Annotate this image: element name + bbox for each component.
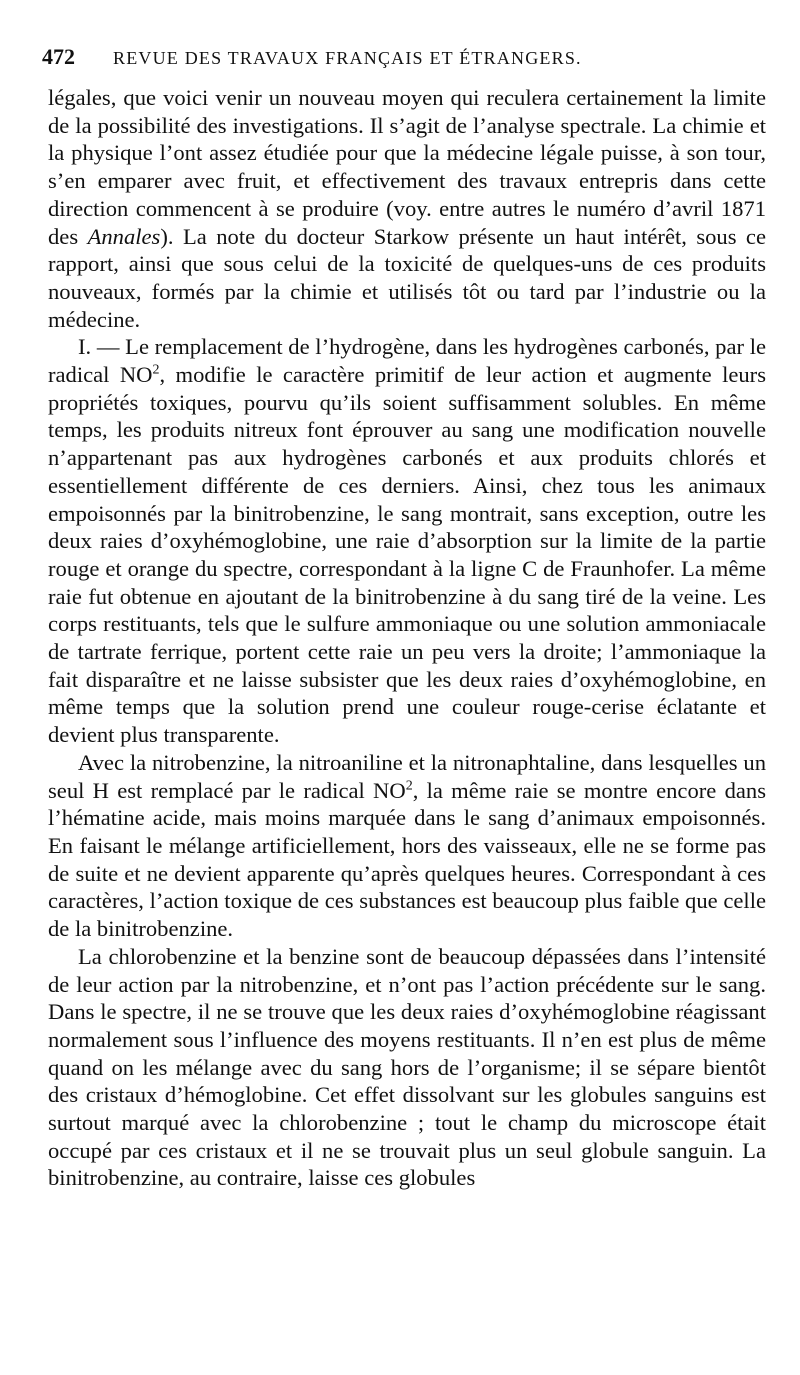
journal-title: Annales (87, 223, 161, 249)
paragraph (48, 84, 766, 333)
text-run: , modifie le caractère primitif de leur action et augmente leurs propriétés toxiques, pourvu qu’ils soient suffisamment solubles. En même temps, les produits nitreux font éprouver au sang une modification nouvelle n’appartenant pas aux hydrogènes carbonés et aux produits chlorés et essentiellement différente de ces derniers. Ainsi, chez tous les animaux empoisonnés par la binitrobenzine, le sang montrait, sans exception, outre les deux raies d’oxyhémoglobine, une raie d’absorption sur la limite de la partie rouge et orange du spectre, correspondant à la ligne C de Fraunhofer. La même raie fut obtenue en ajoutant de la binitrobenzine à du sang tiré de la veine. Les corps restituants, tels que le sulfure ammoniaque ou une solution ammoniacale de tartrate ferrique, portent cette raie un peu vers la droite; l’ammoniaque la fait disparaître et ne laisse subsister que les deux raies d’oxyhémoglobine, en même temps que la solution prend une couleur rouge-cerise éclatante et devient plus transparente. (48, 362, 766, 748)
body-text (48, 84, 766, 1192)
running-title: REVUE DES TRAVAUX FRANÇAIS ET ÉTRANGERS. (113, 48, 582, 68)
text-run: I. — Le remplacement de l’hydrogène, dans les hydrogènes carbonés, par le radical NO (48, 334, 766, 388)
text-run: légales, que voici venir un nouveau moyen qui reculera certainement la limite de la possibilité des investigations. Il s’agit de l’analyse spectrale. La chimie et la physique l’ont assez étudiée pour que la médecine légale puisse, à son tour, s’en emparer avec fruit, et effectivement des travaux entrepris dans cette direction commencent à se produire (voy. entre autres le numéro d’avril 1871 des (48, 85, 766, 249)
paragraph (48, 333, 766, 749)
page-number: 472 (42, 44, 75, 69)
paragraph (48, 749, 766, 943)
running-header (42, 44, 742, 70)
text-run: La chlorobenzine et la benzine sont de beaucoup dépassées dans l’intensité de leur action par la nitrobenzine, et n’ont pas l’action précédente sur le sang. Dans le spectre, il ne se trouve que les deux raies d’oxyhémoglobine réagissant normalement sous l’influence des moyens restituants. Il n’en est plus de même quand on les mélange avec du sang hors de l’organisme; il se sépare bientôt des cristaux d’hémoglobine. Cet effet dissolvant sur les globules sanguins est surtout marqué avec la chlorobenzine ; tout le champ du microscope était occupé par ces cristaux et il ne se trouvait plus un seul globule sanguin. La binitrobenzine, au contraire, laisse ces globules (48, 943, 766, 1191)
text-run: ). La note du docteur Starkow présente un haut intérêt, sous ce rapport, ainsi que sous celui de la toxicité de quelques-uns de ces produits nouveaux, formés par la chimie et utilisés tôt ou tard par l’industrie ou la médecine. (48, 223, 766, 332)
text-run: Avec la nitrobenzine, la nitroaniline et la nitronaphtaline, dans lesquelles un seul H est remplacé par le radical NO (48, 749, 766, 803)
text-run: , la même raie se montre encore dans l’hématine acide, mais moins marquée dans le sang d’animaux empoisonnés. En faisant le mélange artificiellement, hors des vaisseaux, elle ne se forme pas de suite et ne devient apparente qu’après quelques heures. Correspondant à ces caractères, l’action toxique de ces substances est beaucoup plus faible que celle de la binitrobenzine. (48, 777, 766, 942)
superscript: 2 (405, 778, 413, 794)
paragraph (48, 943, 766, 1192)
superscript: 2 (152, 362, 160, 378)
